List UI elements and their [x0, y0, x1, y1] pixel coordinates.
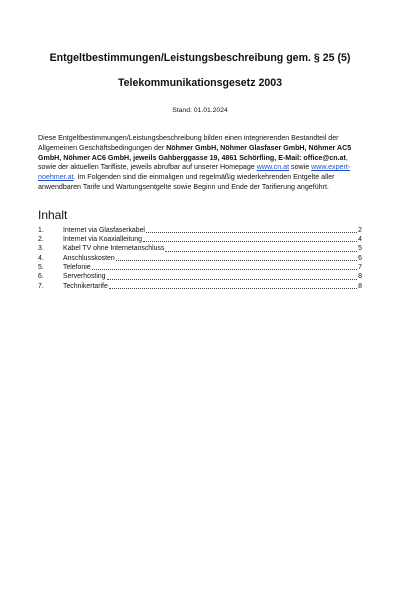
toc-item[interactable]: [38, 226, 362, 235]
intro-text-4: . Im Folgenden sind die einmaligen und regelmäßig wiederkehrenden Entgelte aller anwendbaren Tarife und Wartungsentgelte sowie Beginn und Ende der Tarifierung angeführt.: [38, 173, 335, 191]
toc-item-title: Serverhosting: [63, 273, 106, 281]
document-title: Entgeltbestimmungen/Leistungsbeschreibung gem. § 25 (5): [49, 52, 351, 64]
toc-leader-dots: [107, 278, 358, 280]
toc-leader-dots: [92, 268, 358, 270]
document-subtitle: Telekommunikationsgesetz 2003: [117, 77, 283, 89]
toc-item-title: Kabel TV ohne Internetanschluss: [63, 245, 165, 253]
toc-item-number: 7.: [38, 282, 44, 290]
toc-item-page: 5: [358, 245, 362, 253]
toc-leader-dots: [116, 259, 357, 261]
toc-item[interactable]: [38, 263, 362, 272]
homepage-link-cn[interactable]: www.cn.at: [256, 163, 290, 172]
toc-item[interactable]: [38, 254, 362, 263]
toc-leader-dots: [146, 231, 357, 233]
toc-item-number: 2.: [38, 236, 44, 244]
toc-item[interactable]: [38, 244, 362, 253]
toc-item-page: 2: [358, 226, 362, 234]
intro-text-3: sowie: [289, 163, 312, 172]
toc-list: [38, 226, 362, 291]
toc-item[interactable]: [38, 272, 362, 281]
toc-item-page: 8: [358, 282, 362, 290]
toc-leader-dots: [143, 240, 357, 242]
toc-item-number: 3.: [38, 245, 44, 253]
homepage-link-expert-noehmer[interactable]: www.expert-noehmer.at: [38, 163, 351, 182]
toc-item-title: Internet via Glasfaserkabel: [63, 226, 145, 234]
toc-item-title: Internet via Koaxialleitung: [63, 236, 142, 244]
toc-heading: Inhalt: [38, 207, 68, 222]
intro-text-2: , sowie der aktuellen Tarifliste, jeweils abrufbar auf unserer Homepage: [38, 153, 348, 172]
toc-item[interactable]: [38, 282, 362, 291]
toc-item-number: 6.: [38, 273, 44, 281]
toc-item-title: Anschlusskosten: [63, 254, 115, 262]
toc-item-title: Telefonie: [63, 263, 91, 271]
toc-item-title: Technikertarife: [63, 282, 108, 290]
intro-paragraph: [38, 134, 362, 193]
toc-item-number: 4.: [38, 254, 44, 262]
toc-leader-dots: [109, 287, 357, 289]
intro-companies: Nöhmer GmbH, Nöhmer Glasfaser GmbH, Nöhmer AC5 GmbH, Nöhmer AC6 GmbH, jeweils Gahberggasse 19, 4861 Schörfling, E-Mail: office@cn.at: [38, 143, 352, 162]
toc-item-page: 7: [358, 263, 362, 271]
intro-text-1: Diese Entgeltbestimmungen/Leistungsbeschreibung bilden einen integrierenden Bestandteil der Allgemeinen Geschäftsbedingungen der: [38, 134, 339, 152]
toc-item-page: 8: [358, 273, 362, 281]
toc-item[interactable]: [38, 235, 362, 244]
document-date: Stand: 01.01.2024: [172, 107, 228, 114]
toc-item-number: 1.: [38, 226, 44, 234]
toc-leader-dots: [165, 250, 357, 252]
toc-item-number: 5.: [38, 263, 44, 271]
toc-item-page: 4: [358, 236, 362, 244]
toc-item-page: 6: [358, 254, 362, 262]
